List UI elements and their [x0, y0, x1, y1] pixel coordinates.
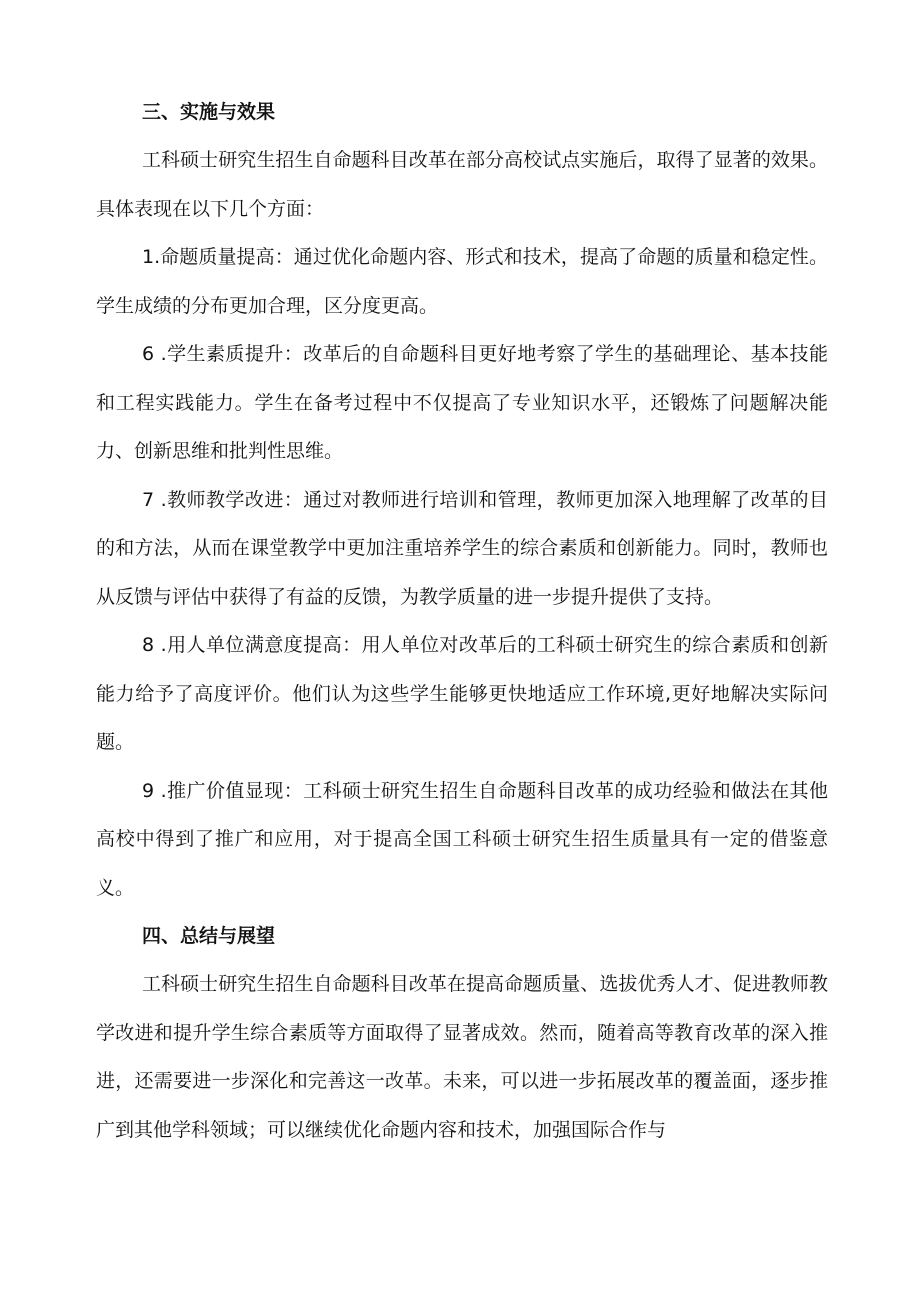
- list-item: 6 .学生素质提升：改革后的自命题科目更好地考察了学生的基础理论、基本技能和工程实践能力。学生在备考过程中不仅提高了专业知识水平，还锻炼了问题解决能力、创新思维和批判性思维。: [96, 343, 828, 462]
- list-item: 7 .教师教学改进：通过对教师进行培训和管理，教师更加深入地理解了改革的目的和方法，从而在课堂教学中更加注重培养学生的综合素质和创新能力。同时，教师也从反馈与评估中获得了有益的反馈，为教学质量的进一步提升提供了支持。: [96, 488, 828, 608]
- list-item: 8 .用人单位满意度提高：用人单位对改革后的工科硕士研究生的综合素质和创新能力给予了高度评价。他们认为这些学生能够更快地适应工作环境,更好地解决实际问题。: [96, 634, 828, 753]
- section-implementation: [96, 88, 828, 912]
- section-heading: 三、实施与效果: [142, 101, 276, 123]
- section-summary: [96, 912, 828, 1154]
- section-heading: 四、总结与展望: [142, 925, 276, 947]
- list-item: 1.命题质量提高：通过优化命题内容、形式和技术，提高了命题的质量和稳定性。学生成绩的分布更加合理，区分度更高。: [96, 246, 828, 317]
- section-body: 工科硕士研究生招生自命题科目改革在提高命题质量、选拔优秀人才、促进教师教学改进和提升学生综合素质等方面取得了显著成效。然而，随着高等教育改革的深入推进，还需要进一步深化和完善这一改革。未来，可以进一步拓展改革的覆盖面，逐步推广到其他学科领域；可以继续优化命题内容和技术，加强国际合作与: [96, 973, 828, 1141]
- section-intro: 工科硕士研究生招生自命题科目改革在部分高校试点实施后，取得了显著的效果。具体表现在以下几个方面：: [96, 149, 828, 220]
- document-page: [96, 88, 828, 1154]
- list-item: 9 .推广价值显现：工科硕士研究生招生自命题科目改革的成功经验和做法在其他高校中得到了推广和应用，对于提高全国工科硕士研究生招生质量具有一定的借鉴意义。: [96, 779, 828, 899]
